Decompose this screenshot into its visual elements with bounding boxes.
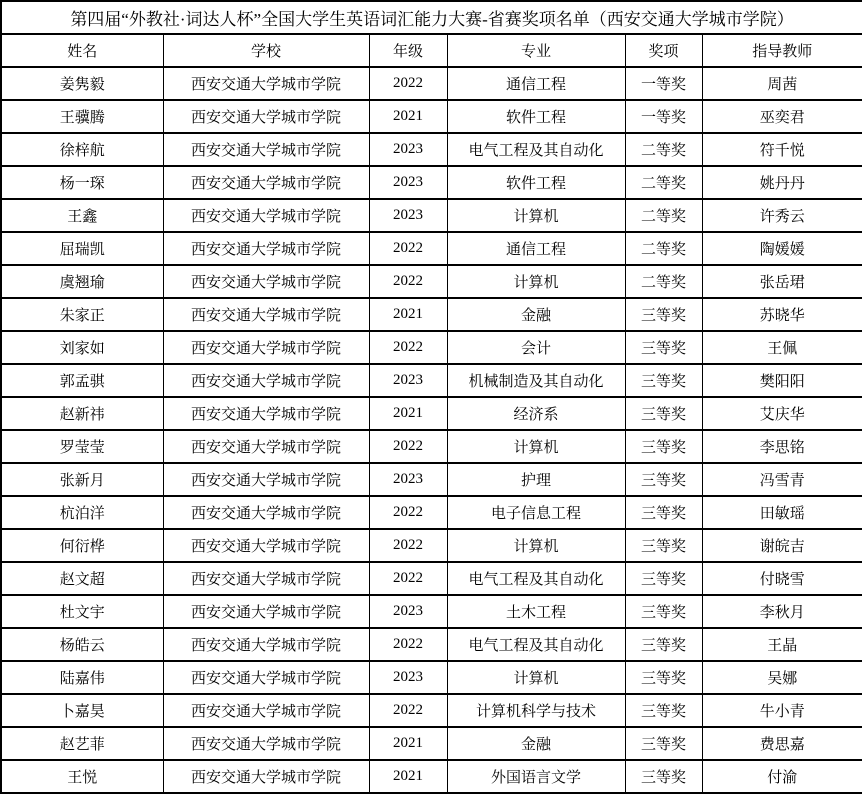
cell-award: 二等奖 [625, 232, 702, 265]
cell-major: 计算机 [447, 265, 625, 298]
cell-school: 西安交通大学城市学院 [163, 562, 369, 595]
cell-school: 西安交通大学城市学院 [163, 166, 369, 199]
cell-advisor: 谢皖吉 [702, 529, 862, 562]
cell-grade: 2021 [369, 760, 447, 793]
cell-school: 西安交通大学城市学院 [163, 199, 369, 232]
cell-major: 计算机科学与技术 [447, 694, 625, 727]
table-row [1, 298, 862, 331]
table-row [1, 133, 862, 166]
cell-award: 三等奖 [625, 364, 702, 397]
cell-award: 三等奖 [625, 397, 702, 430]
cell-advisor: 苏晓华 [702, 298, 862, 331]
cell-advisor: 艾庆华 [702, 397, 862, 430]
cell-award: 二等奖 [625, 166, 702, 199]
cell-advisor: 李思铭 [702, 430, 862, 463]
table-row [1, 67, 862, 100]
cell-advisor: 姚丹丹 [702, 166, 862, 199]
cell-school: 西安交通大学城市学院 [163, 364, 369, 397]
cell-name: 杭泊洋 [1, 496, 163, 529]
cell-grade: 2023 [369, 166, 447, 199]
cell-grade: 2021 [369, 727, 447, 760]
cell-grade: 2023 [369, 661, 447, 694]
cell-major: 电气工程及其自动化 [447, 133, 625, 166]
cell-name: 王骥腾 [1, 100, 163, 133]
cell-award: 二等奖 [625, 133, 702, 166]
cell-award: 三等奖 [625, 760, 702, 793]
cell-advisor: 冯雪青 [702, 463, 862, 496]
cell-name: 徐梓航 [1, 133, 163, 166]
cell-advisor: 张岳珺 [702, 265, 862, 298]
cell-name: 杜文宇 [1, 595, 163, 628]
cell-name: 罗莹莹 [1, 430, 163, 463]
cell-name: 卜嘉昊 [1, 694, 163, 727]
title-row [1, 1, 862, 34]
cell-school: 西安交通大学城市学院 [163, 628, 369, 661]
cell-school: 西安交通大学城市学院 [163, 265, 369, 298]
cell-school: 西安交通大学城市学院 [163, 760, 369, 793]
table-row [1, 661, 862, 694]
table-row [1, 100, 862, 133]
table-row [1, 628, 862, 661]
cell-major: 会计 [447, 331, 625, 364]
cell-school: 西安交通大学城市学院 [163, 694, 369, 727]
cell-grade: 2023 [369, 364, 447, 397]
cell-major: 电气工程及其自动化 [447, 628, 625, 661]
cell-grade: 2022 [369, 694, 447, 727]
cell-major: 计算机 [447, 430, 625, 463]
cell-grade: 2021 [369, 100, 447, 133]
cell-award: 二等奖 [625, 199, 702, 232]
cell-award: 三等奖 [625, 562, 702, 595]
cell-name: 郭孟骐 [1, 364, 163, 397]
table-row [1, 694, 862, 727]
cell-advisor: 付晓雪 [702, 562, 862, 595]
cell-award: 一等奖 [625, 100, 702, 133]
cell-major: 机械制造及其自动化 [447, 364, 625, 397]
cell-major: 通信工程 [447, 67, 625, 100]
cell-major: 计算机 [447, 661, 625, 694]
cell-major: 计算机 [447, 529, 625, 562]
cell-award: 三等奖 [625, 529, 702, 562]
cell-award: 三等奖 [625, 430, 702, 463]
cell-school: 西安交通大学城市学院 [163, 727, 369, 760]
table-row [1, 331, 862, 364]
cell-major: 电子信息工程 [447, 496, 625, 529]
cell-award: 三等奖 [625, 661, 702, 694]
cell-name: 杨皓云 [1, 628, 163, 661]
cell-school: 西安交通大学城市学院 [163, 463, 369, 496]
cell-advisor: 王佩 [702, 331, 862, 364]
column-header-school: 学校 [163, 34, 369, 67]
table-row [1, 727, 862, 760]
header-row [1, 34, 862, 67]
cell-major: 软件工程 [447, 166, 625, 199]
cell-award: 二等奖 [625, 265, 702, 298]
cell-major: 电气工程及其自动化 [447, 562, 625, 595]
cell-award: 三等奖 [625, 331, 702, 364]
column-header-grade: 年级 [369, 34, 447, 67]
cell-name: 朱家正 [1, 298, 163, 331]
cell-school: 西安交通大学城市学院 [163, 100, 369, 133]
cell-school: 西安交通大学城市学院 [163, 298, 369, 331]
cell-award: 一等奖 [625, 67, 702, 100]
table-body [1, 67, 862, 793]
table-row [1, 199, 862, 232]
table-row [1, 397, 862, 430]
table-row [1, 463, 862, 496]
cell-grade: 2022 [369, 562, 447, 595]
cell-school: 西安交通大学城市学院 [163, 529, 369, 562]
cell-award: 三等奖 [625, 595, 702, 628]
column-header-advisor: 指导教师 [702, 34, 862, 67]
cell-name: 屈瑞凯 [1, 232, 163, 265]
cell-advisor: 付渝 [702, 760, 862, 793]
cell-major: 金融 [447, 298, 625, 331]
table-row [1, 166, 862, 199]
table-row [1, 760, 862, 793]
table-row [1, 562, 862, 595]
cell-name: 刘家如 [1, 331, 163, 364]
cell-name: 姜隽毅 [1, 67, 163, 100]
cell-name: 陆嘉伟 [1, 661, 163, 694]
column-header-name: 姓名 [1, 34, 163, 67]
cell-grade: 2021 [369, 298, 447, 331]
cell-grade: 2023 [369, 463, 447, 496]
cell-advisor: 吴娜 [702, 661, 862, 694]
cell-grade: 2021 [369, 397, 447, 430]
cell-name: 何衍桦 [1, 529, 163, 562]
cell-grade: 2022 [369, 430, 447, 463]
column-header-award: 奖项 [625, 34, 702, 67]
cell-advisor: 许秀云 [702, 199, 862, 232]
cell-school: 西安交通大学城市学院 [163, 595, 369, 628]
table-row [1, 265, 862, 298]
cell-name: 王悦 [1, 760, 163, 793]
cell-grade: 2022 [369, 232, 447, 265]
cell-advisor: 周茜 [702, 67, 862, 100]
cell-major: 护理 [447, 463, 625, 496]
cell-grade: 2022 [369, 529, 447, 562]
cell-name: 虞翘瑜 [1, 265, 163, 298]
cell-name: 赵文超 [1, 562, 163, 595]
cell-advisor: 王晶 [702, 628, 862, 661]
cell-name: 杨一琛 [1, 166, 163, 199]
cell-school: 西安交通大学城市学院 [163, 397, 369, 430]
cell-school: 西安交通大学城市学院 [163, 496, 369, 529]
cell-grade: 2022 [369, 331, 447, 364]
table-row [1, 232, 862, 265]
cell-advisor: 田敏瑶 [702, 496, 862, 529]
cell-advisor: 牛小青 [702, 694, 862, 727]
cell-major: 土木工程 [447, 595, 625, 628]
cell-major: 通信工程 [447, 232, 625, 265]
cell-school: 西安交通大学城市学院 [163, 331, 369, 364]
cell-grade: 2022 [369, 628, 447, 661]
cell-major: 软件工程 [447, 100, 625, 133]
cell-award: 三等奖 [625, 727, 702, 760]
cell-award: 三等奖 [625, 298, 702, 331]
cell-name: 王鑫 [1, 199, 163, 232]
table-row [1, 496, 862, 529]
cell-grade: 2022 [369, 67, 447, 100]
cell-school: 西安交通大学城市学院 [163, 67, 369, 100]
cell-advisor: 樊阳阳 [702, 364, 862, 397]
cell-award: 三等奖 [625, 694, 702, 727]
cell-advisor: 符千悦 [702, 133, 862, 166]
cell-grade: 2023 [369, 595, 447, 628]
table-row [1, 529, 862, 562]
cell-advisor: 费思嘉 [702, 727, 862, 760]
cell-school: 西安交通大学城市学院 [163, 133, 369, 166]
cell-school: 西安交通大学城市学院 [163, 232, 369, 265]
table-row [1, 595, 862, 628]
table-row [1, 430, 862, 463]
cell-major: 计算机 [447, 199, 625, 232]
cell-advisor: 李秋月 [702, 595, 862, 628]
cell-advisor: 巫奕君 [702, 100, 862, 133]
cell-name: 赵新祎 [1, 397, 163, 430]
page-title: 第四届“外教社·词达人杯”全国大学生英语词汇能力大赛-省赛奖项名单（西安交通大学城市学院） [1, 1, 862, 34]
cell-grade: 2022 [369, 496, 447, 529]
cell-grade: 2023 [369, 133, 447, 166]
cell-major: 金融 [447, 727, 625, 760]
cell-school: 西安交通大学城市学院 [163, 430, 369, 463]
cell-name: 张新月 [1, 463, 163, 496]
column-header-major: 专业 [447, 34, 625, 67]
cell-award: 三等奖 [625, 463, 702, 496]
cell-major: 外国语言文学 [447, 760, 625, 793]
cell-major: 经济系 [447, 397, 625, 430]
cell-name: 赵艺菲 [1, 727, 163, 760]
cell-school: 西安交通大学城市学院 [163, 661, 369, 694]
cell-award: 三等奖 [625, 628, 702, 661]
cell-grade: 2023 [369, 199, 447, 232]
cell-award: 三等奖 [625, 496, 702, 529]
cell-grade: 2022 [369, 265, 447, 298]
cell-advisor: 陶媛媛 [702, 232, 862, 265]
table-row [1, 364, 862, 397]
